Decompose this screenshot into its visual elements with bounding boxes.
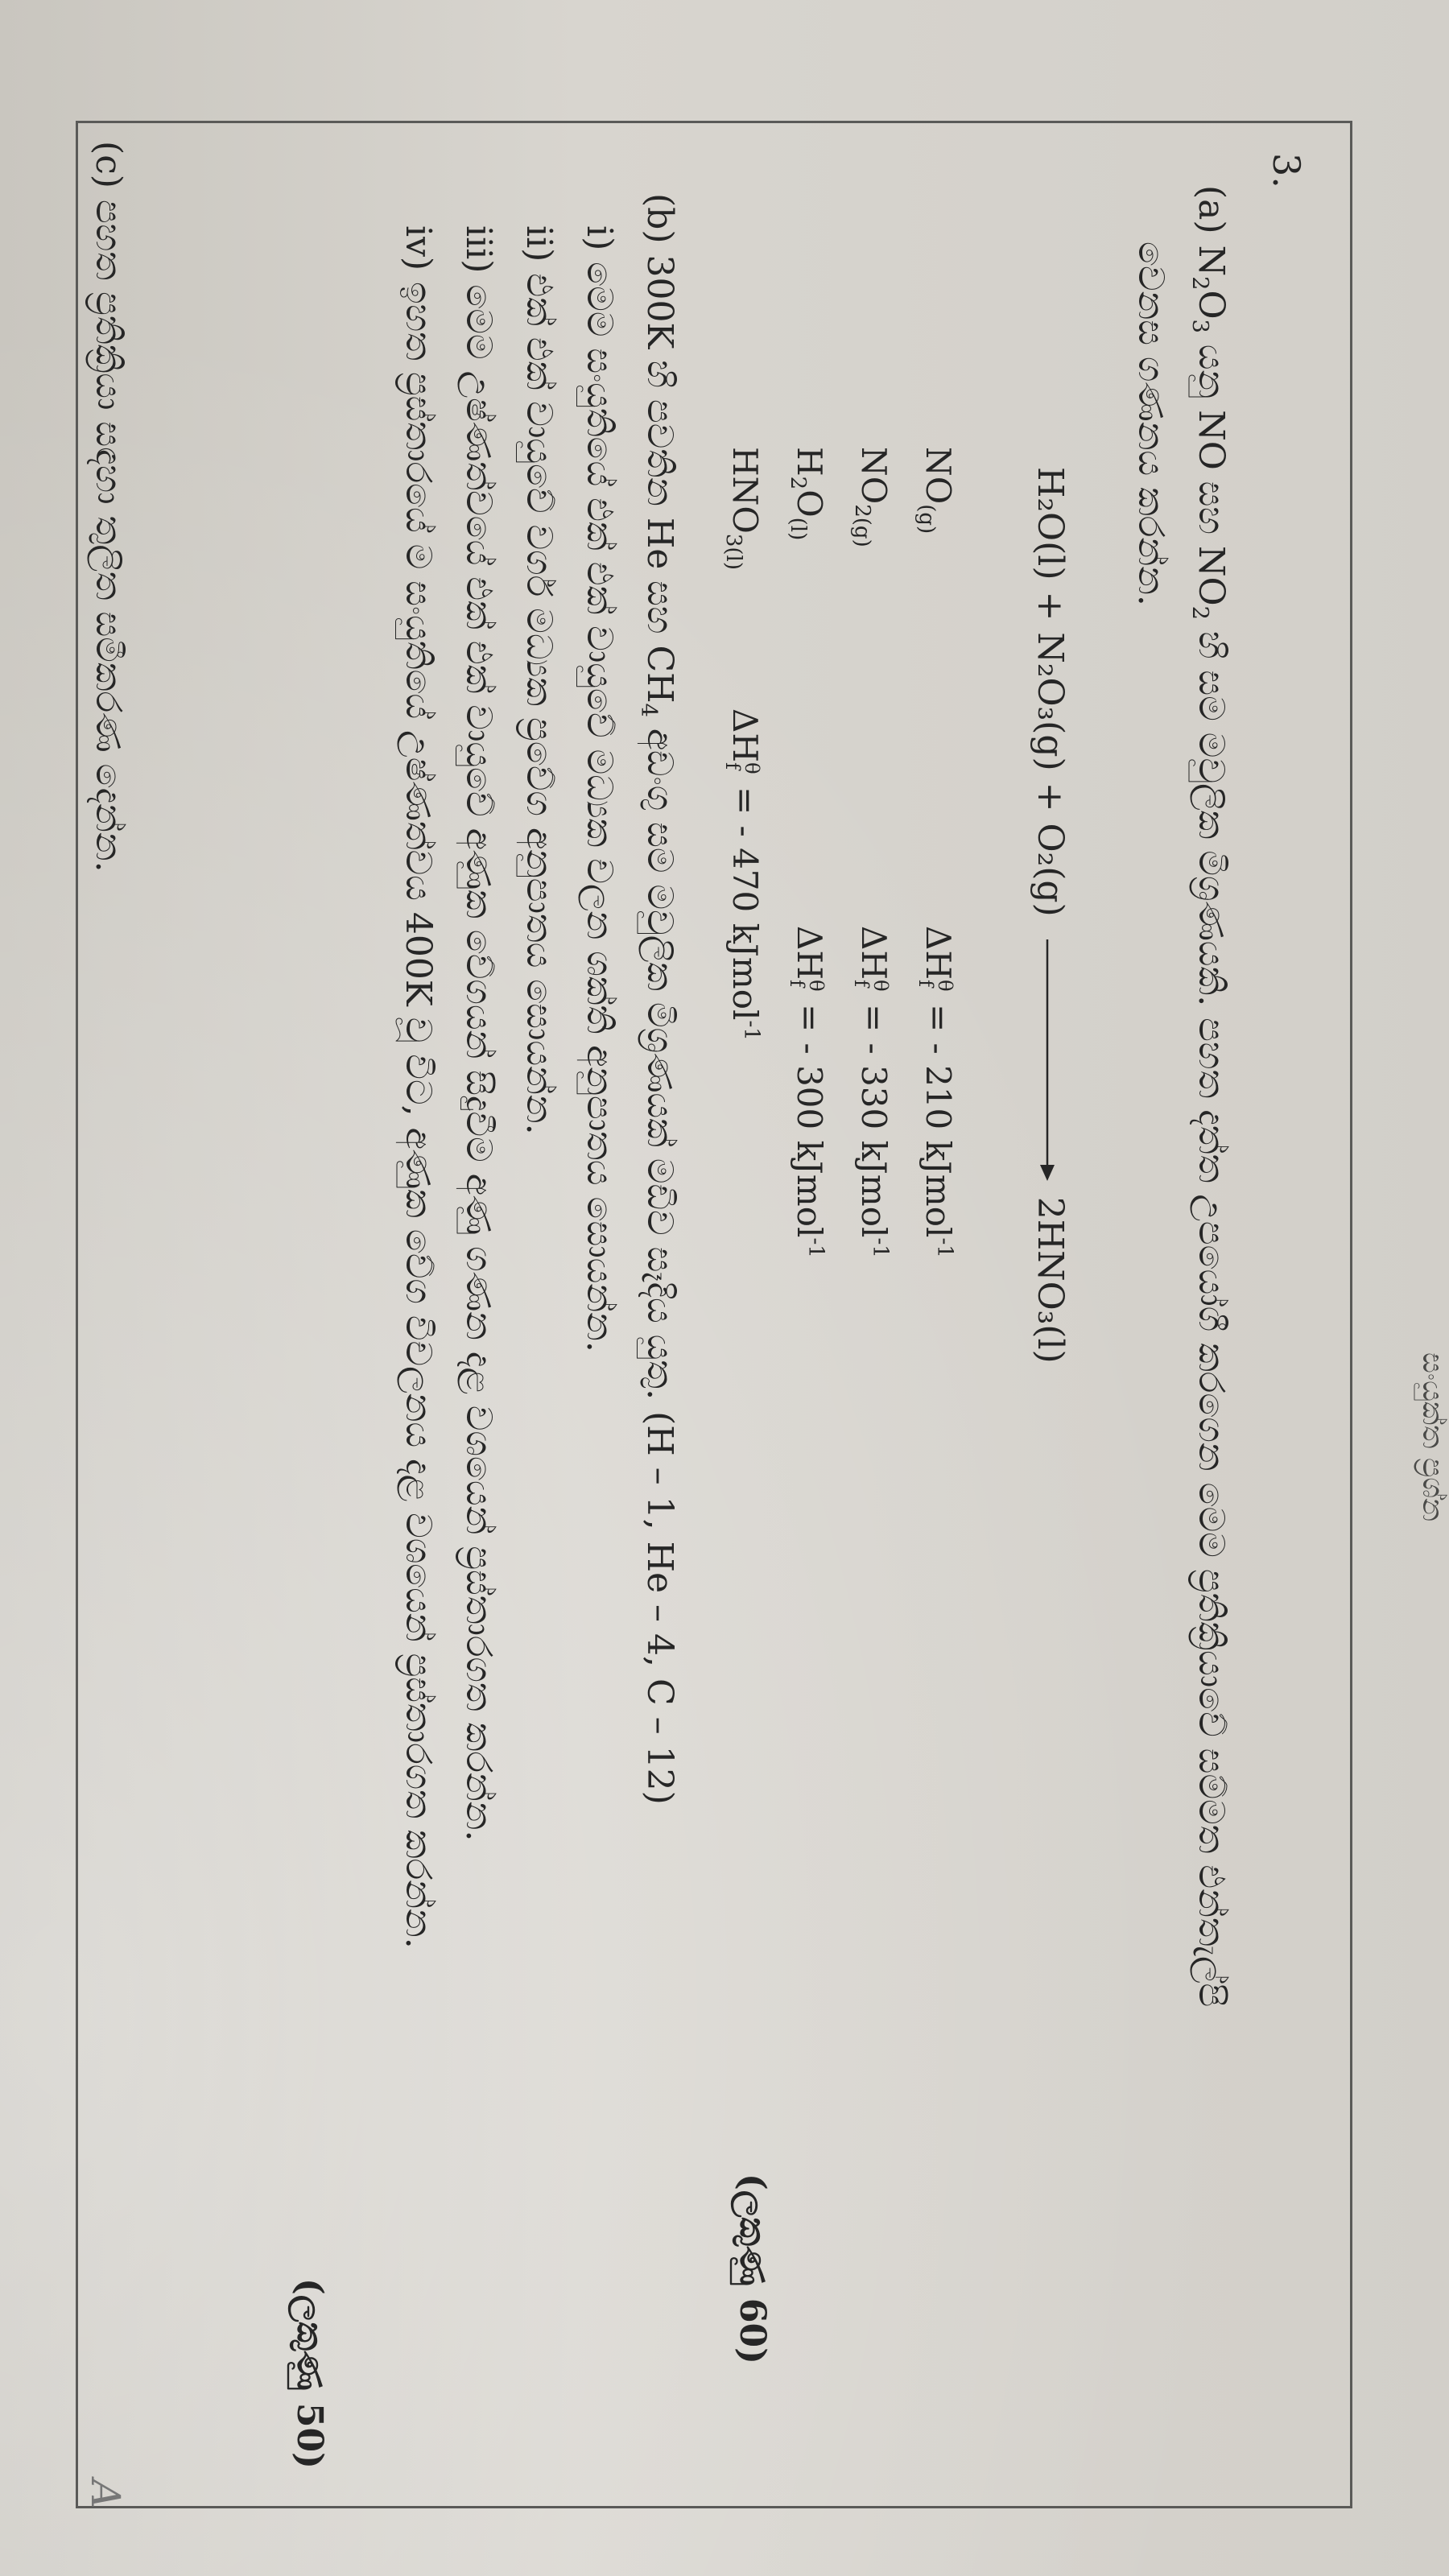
species-no2: $NO_{2(g)}$	[850, 447, 894, 547]
part-a-line-2: වෙනස ගණනය කරන්න.	[1130, 242, 1171, 606]
equation-lhs: H₂O(l) + N₂O₃(g) + O₂(g)	[1030, 467, 1071, 917]
part-c-label: (c)	[88, 141, 129, 188]
page-header: සංයුක්ත ප්‍රශ්න	[1416, 1352, 1449, 1522]
part-b-item-ii: ii) එක් එක් වායුවේ වර්ග මධ්‍යක ප්‍රවේග අනුපාතය සොයන්න.	[518, 225, 559, 1135]
pencil-mark: A	[82, 2479, 129, 2509]
enthalpy-value-h2o: ΔH θ f = - 300 kJmol$^{-1}$	[786, 926, 829, 1258]
part-b-label: (b)	[639, 193, 680, 244]
question-number: 3.	[1265, 153, 1308, 188]
part-a-line-1: (a) $N_2O_3$ යනු NO සහ $NO_2$ හි සම මවුලික මිශ්‍රණයකි. පහත දත්ත උපයෝගී කරගෙන මෙම ප්‍රතික්‍රියාවේ සම්මත එන්තැල්පි	[1187, 185, 1232, 2008]
enthalpy-value-no2: ΔH θ f = - 330 kJmol$^{-1}$	[850, 926, 894, 1258]
reaction-arrow-icon	[1038, 939, 1058, 1181]
enthalpy-value-hno3: ΔH θ f = - 470 kJmol$^{-1}$	[721, 708, 765, 1041]
part-a-label: (a)	[1191, 185, 1232, 234]
part-b-marks: (ලකුණු 50)	[289, 2278, 330, 2469]
species-h2o: $H_2O_{(l)}$	[786, 447, 829, 541]
part-b-intro: (b) 300K හි පවතින He සහ $CH_4$ අඩංගු සම මවුලික මිශ්‍රණයක් මඩිව සෑදිය යුතු. (H – 1, He – 4, C – 12)	[635, 193, 680, 1805]
part-a-marks: (ලකුණු 60)	[732, 2174, 773, 2364]
part-c-line: (c) පහත ප්‍රතික්‍රියා සඳහා තුලිත සමීකරණ දෙන්න.	[88, 141, 129, 873]
species-hno3: $HNO_{3(l)}$	[721, 447, 765, 571]
equation-rhs: 2HNO₃(l)	[1030, 1196, 1071, 1364]
part-b-item-iv: iv) ඉහත ප්‍රස්තාරයේ ම සංයුතියේ උෂ්ණත්වය 400K වූ විට, අණුක වේග විචලනය දළ වශයෙන් ප්‍රස්තාරගත කරන්න.	[398, 225, 439, 1949]
species-no: $NO_{(g)}$	[914, 447, 958, 535]
part-b-item-i: i) මෙම සංයුතියේ එක් එක් වායුවේ මධ්‍යක චලන ශක්ති අනුපාතය සොයන්න.	[579, 225, 620, 1352]
part-b-item-iii: iii) මෙම උෂ්ණත්වයේ එක් එක් වායුවේ අණුක වේගයන් සිදුවීම අණු ගණන දළ වශයෙන් ප්‍රස්තාරගත කරන්න.	[458, 225, 499, 1842]
enthalpy-value-no: ΔH θ f = - 210 kJmol$^{-1}$	[914, 926, 958, 1258]
reaction-equation	[1030, 467, 1071, 1364]
